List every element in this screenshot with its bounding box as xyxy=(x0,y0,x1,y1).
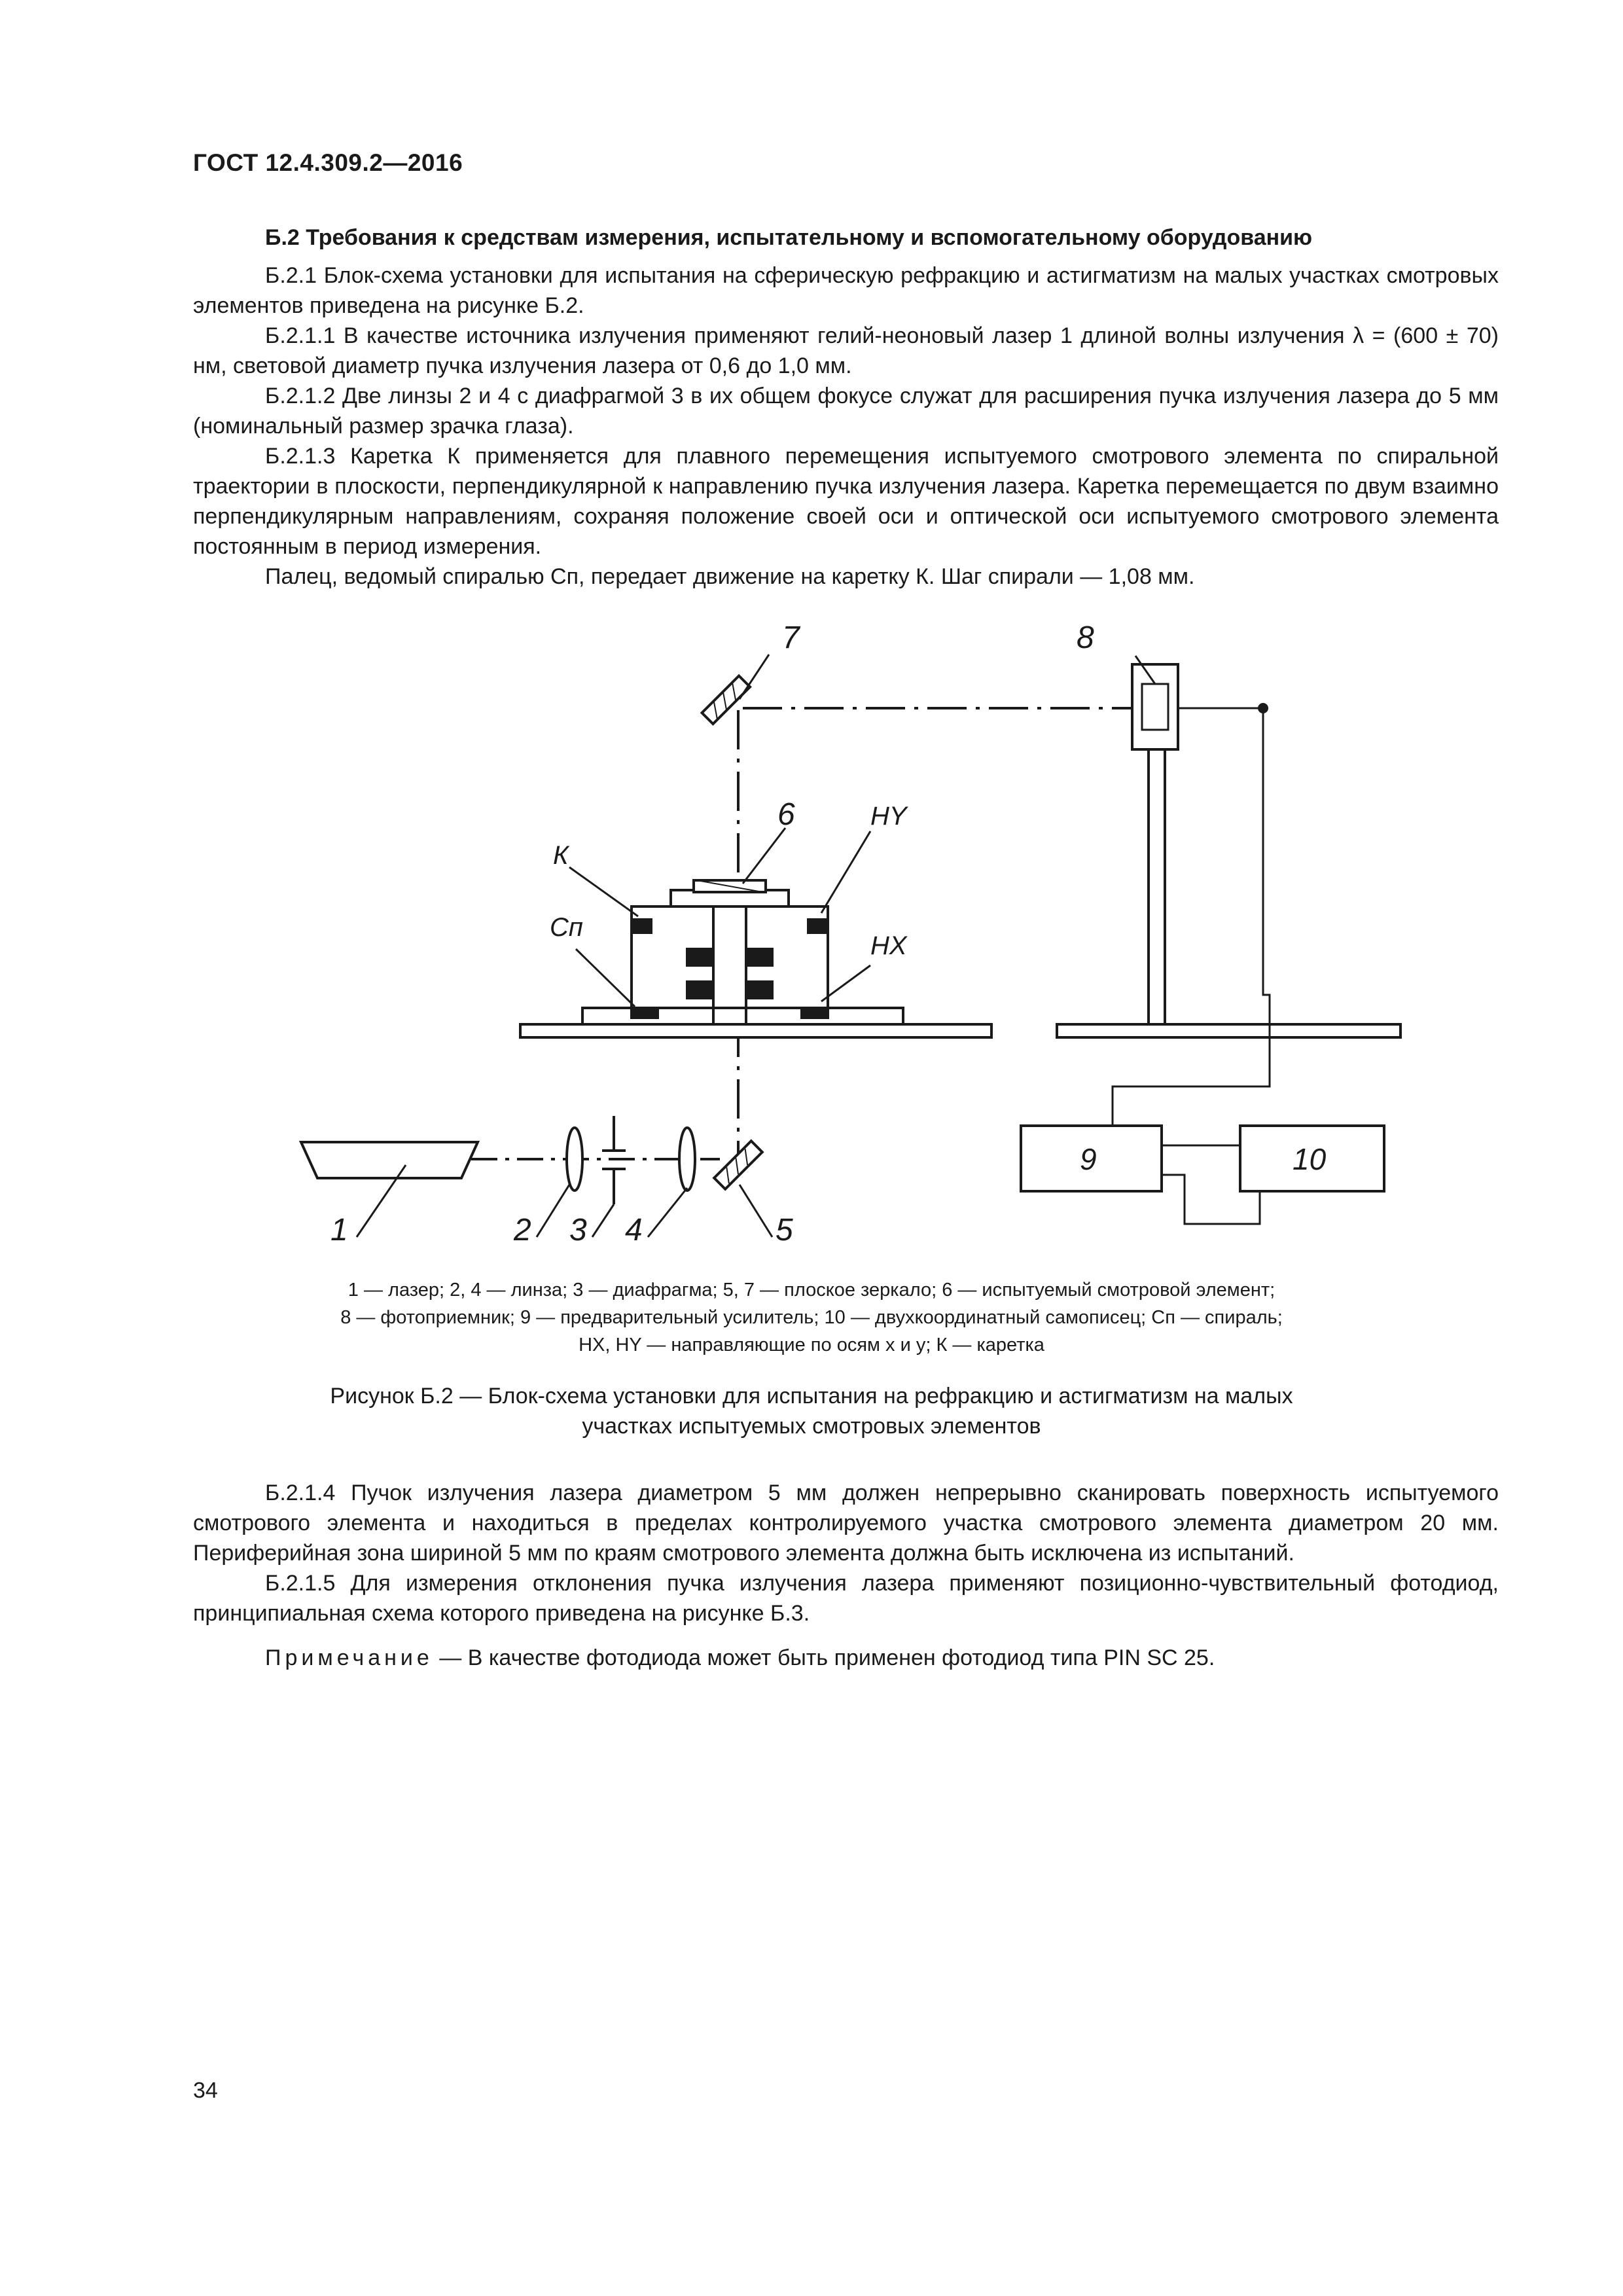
figure-legend-line-3: HX, HY — направляющие по осям x и y; К — каретка xyxy=(579,1335,1044,1355)
table-base xyxy=(520,1024,991,1037)
note-text: — В качестве фотодиода может быть применен фотодиод типа PIN SC 25. xyxy=(433,1645,1215,1670)
laser-1 xyxy=(301,1142,478,1178)
note xyxy=(193,1643,1499,1673)
mirror-7 xyxy=(702,676,751,725)
label-hy: HY xyxy=(870,802,907,831)
paragraph-b211: Б.2.1 Блок-схема установки для испытания на сферическую рефракцию и астигматизм на малых участках смотровых элементов приведена на рисунке Б.2. xyxy=(193,263,1499,318)
label-9: 9 xyxy=(1080,1142,1097,1176)
label-7: 7 xyxy=(782,625,800,655)
note-label: Примечание xyxy=(265,1645,433,1670)
carriage-k xyxy=(632,906,828,1008)
paragraph-b2112: Б.2.1.2 Две линзы 2 и 4 с диафрагмой 3 в их общем фокусе служат для расширения пучка излучения лазера до 5 мм (номинальный размер зрачка глаза). xyxy=(193,384,1499,439)
document-header: ГОСТ 12.4.309.2—2016 xyxy=(193,149,463,176)
page-number: 34 xyxy=(193,2078,218,2103)
figure-legend-line-2: 8 — фотоприемник; 9 — предварительный усилитель; 10 — двухкоординатный самописец; Сп — спираль; xyxy=(340,1307,1283,1328)
paragraph-finger: Палец, ведомый спиралью Сп, передает движение на каретку К. Шаг спирали — 1,08 мм. xyxy=(265,564,1195,589)
label-8: 8 xyxy=(1077,625,1094,655)
label-6: 6 xyxy=(777,797,795,832)
paragraph-b2113: Б.2.1.3 Каретка К применяется для плавного перемещения испытуемого смотрового элемента по спиральной траектории в плоскости, перпендикулярной к направлению пучка излучения лазера. Каретка перемещается по двум взаимно перпендикулярным направлениям, сохраняя положение своей оси и оптической оси испытуемого смотрового элемента постоянным в период измерения. xyxy=(193,444,1499,559)
label-5: 5 xyxy=(776,1213,793,1247)
label-k: К xyxy=(553,841,569,870)
lens-4 xyxy=(679,1128,695,1191)
label-3: 3 xyxy=(569,1213,587,1247)
figure-title-line-1: Рисунок Б.2 — Блок-схема установки для испытания на рефракцию и астигматизм на малых xyxy=(330,1384,1293,1408)
stand-base xyxy=(1057,1024,1400,1037)
paragraph-b215: Б.2.1.5 Для измерения отклонения пучка излучения лазера применяют позиционно-чувствительный фотодиод, принципиальная схема которого приведена на рисунке Б.3. xyxy=(193,1571,1499,1626)
label-sp: Сп xyxy=(550,913,583,942)
label-1: 1 xyxy=(330,1213,348,1247)
label-4: 4 xyxy=(625,1213,643,1247)
paragraph-b214: Б.2.1.4 Пучок излучения лазера диаметром 5 мм должен непрерывно сканировать поверхность испытуемого смотрового элемента и находиться в пределах контролируемого участка смотрового элемента диаметром 20 мм. Периферийная зона шириной 5 мм по краям смотрового элемента должна быть исключена из испытаний. xyxy=(193,1480,1499,1566)
label-2: 2 xyxy=(514,1213,531,1247)
photodetector-8 xyxy=(1132,664,1178,749)
label-10: 10 xyxy=(1293,1142,1327,1176)
label-hx: HX xyxy=(870,931,907,960)
paragraph-b2111: Б.2.1.1 В качестве источника излучения применяют гелий-неоновый лазер 1 длиной волны излучения λ = (600 ± 70) нм, световой диаметр пучка излучения лазера от 0,6 до 1,0 мм. xyxy=(193,323,1499,378)
figure-title-line-2: участках испытуемых смотровых элементов xyxy=(582,1414,1041,1439)
lens-2 xyxy=(567,1128,582,1191)
figure-legend-line-1: 1 — лазер; 2, 4 — линза; 3 — диафрагма; 5, 7 — плоское зеркало; 6 — испытуемый смотровой элемент; xyxy=(348,1280,1275,1300)
figure-schematic xyxy=(275,625,1427,1253)
section-heading: Б.2 Требования к средствам измерения, испытательному и вспомогательному оборудованию xyxy=(265,225,1313,250)
